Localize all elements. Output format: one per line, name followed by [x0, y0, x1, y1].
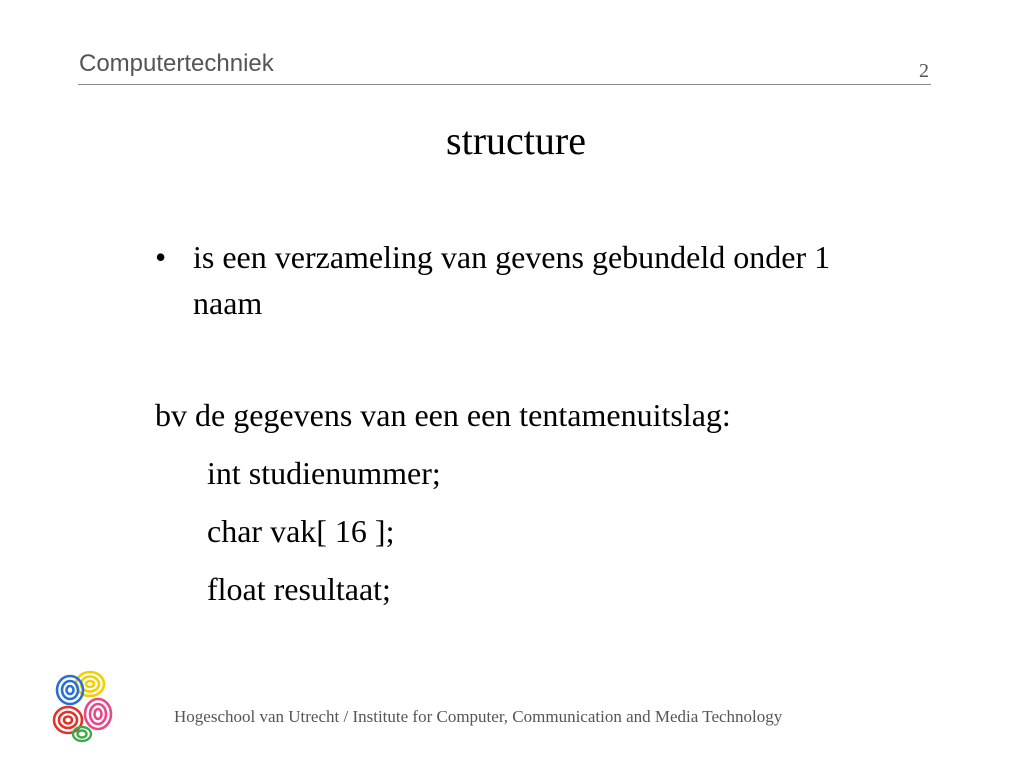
footer-institute: Hogeschool van Utrecht / Institute for Computer, Communication and Media Technology: [174, 707, 783, 726]
page-number: 2: [919, 60, 929, 82]
code-line: char vak[ 16 ];: [207, 513, 395, 549]
bullet-item: [155, 234, 875, 326]
bullet-marker: •: [155, 239, 167, 275]
header-title: Computertechniek: [79, 50, 274, 77]
slide-title: structure: [446, 118, 586, 163]
header-divider: [78, 84, 931, 85]
example-intro: bv de gegevens van een een tentamenuitslag:: [155, 397, 731, 433]
code-line: float resultaat;: [207, 571, 391, 607]
code-lines: [207, 454, 441, 628]
fingerprint-logo-icon: [46, 664, 120, 744]
code-line: int studienummer;: [207, 455, 441, 491]
bullet-text: is een verzameling van gevens gebundeld onder 1 naam: [193, 239, 831, 321]
